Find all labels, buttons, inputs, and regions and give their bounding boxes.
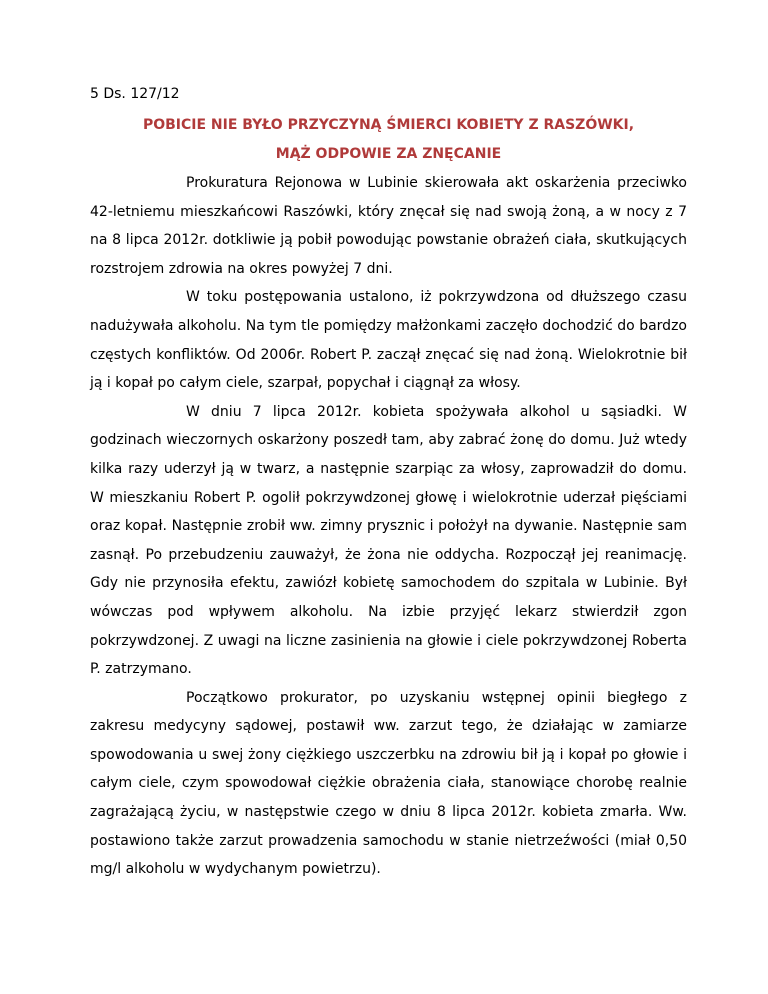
paragraph-indictment: Prokuratura Rejonowa w Lubinie skierowała akt oskarżenia przeciwko 42-letniemu mieszkańcowi Raszówki, który znęcał się nad swoją żoną, a w nocy z 7 na 8 lipca 2012r. dotkliwie ją pobił powodując powstanie obrażeń ciała, skutkujących rozstrojem zdrowia na okres powyżej 7 dni. xyxy=(90,175,687,277)
paragraph-events: W dniu 7 lipca 2012r. kobieta spożywała alkohol u sąsiadki. W godzinach wieczornych oskarżony poszedł tam, aby zabrać żonę do domu. Już wtedy kilka razy uderzył ją w twarz, a następnie szarpiąc za włosy, zaprowadził do domu. W mieszkaniu Robert P. ogolił pokrzywdzonej głowę i wielokrotnie uderzał pięściami oraz kopał. Następnie zrobił ww. zimny prysznic i położył na dywanie. Następnie sam zasnął. Po przebudzeniu zauważył, że żona nie oddycha. Rozpoczął jej reanimację. Gdy nie przynosiła efektu, zawiózł kobietę samochodem do szpitala w Lubinie. Był wówczas pod wpływem alkoholu. Na izbie przyjęć lekarz stwierdził zgon pokrzywdzonej. Z uwagi na liczne zasinienia na głowie i ciele pokrzywdzonej Roberta P. zatrzymano. xyxy=(90,403,687,678)
headline xyxy=(90,111,687,169)
case-number: 5 Ds. 127/12 xyxy=(90,86,180,102)
document-page xyxy=(90,84,687,884)
headline-line-1: POBICIE NIE BYŁO PRZYCZYNĄ ŚMIERCI KOBIETY Z RASZÓWKI, xyxy=(142,117,635,133)
headline-line-2: MĄŻ ODPOWIE ZA ZNĘCANIE xyxy=(275,146,502,162)
paragraph-background: W toku postępowania ustalono, iż pokrzywdzona od dłuższego czasu nadużywała alkoholu. Na tym tle pomiędzy małżonkami zaczęło dochodzić do bardzo częstych konfliktów. Od 2006r. Robert P. zaczął znęcać się nad żoną. Wielokrotnie bił ją i kopał po całym ciele, szarpał, popychał i ciągnął za włosy. xyxy=(90,289,687,392)
paragraph-charges: Początkowo prokurator, po uzyskaniu wstępnej opinii biegłego z zakresu medycyny sądowej, postawił ww. zarzut tego, że działając w zamiarze spowodowania u swej żony ciężkiego uszczerbku na zdrowiu bił ją i kopał po głowie i całym ciele, czym spowodował ciężkie obrażenia ciała, stanowiące chorobę realnie zagrażającą życiu, w następstwie czego w dniu 8 lipca 2012r. kobieta zmarła. Ww. postawiono także zarzut prowadzenia samochodu w stanie nietrzeźwości (miał 0,50 mg/l alkoholu w wydychanym powietrzu). xyxy=(90,689,687,878)
